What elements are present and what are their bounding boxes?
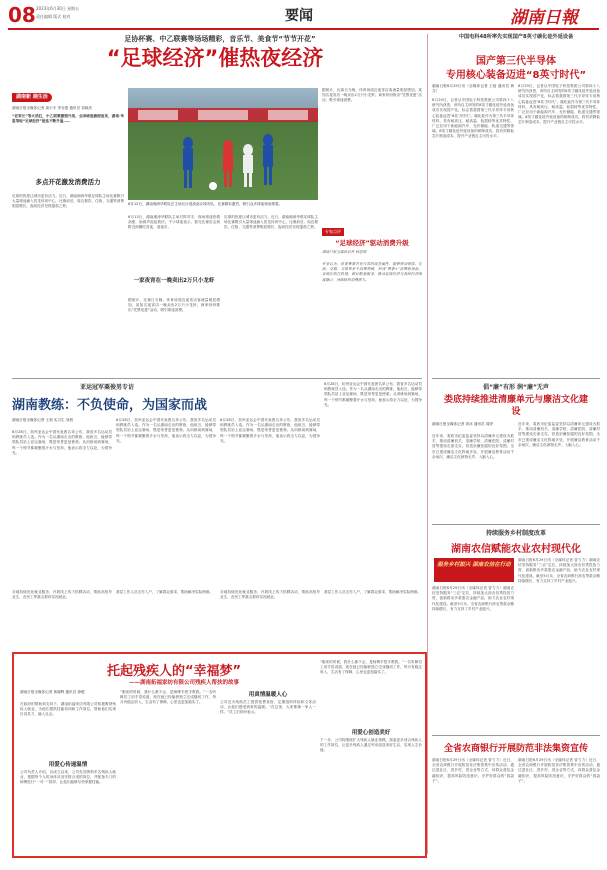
sidebar-box (322, 88, 422, 373)
rule-integrity (432, 378, 600, 379)
football-kicker: 足协杯赛、中乙联赛等场场精彩，音乐节、美食节“节节开花” (124, 35, 316, 43)
integrity-body-1: 近年来，娄底市纪委监委坚持以清廉单元建设为抓手，推动清廉机关、清廉学校、清廉医院、清廉村居等建设走深走实，营造崇廉拒腐的良好氛围。全市已建成廉洁文化阵地多处，开展廉洁教育活动千余场次，廉洁文化润物无声、入脑入心。 (432, 434, 514, 459)
coach-kicker: 亚运冠军粟俊男专访 (79, 384, 134, 391)
feature-intro: 在政府的帮助和支持下，湖南拓福家纺有限公司积极吸纳残疾人就业，为他们提供技能培训和工作岗位，帮助他们实现自食其力、融入社会。 (20, 702, 116, 717)
coop-headline: 湖南农信赋能农业农村现代化 (451, 544, 581, 555)
feature-col-4a: “刚来的时候，我什么都不会，是师傅手把手教我。”一名听障员工用手语说道，现在她已经能够独立完成缝纫工作，每月有稳定收入，生活有了保障，心里也更加踏实了。 (320, 660, 422, 675)
feature-col-4b: 下一步，公司将继续扩大残疾人就业规模，探索更多适合残疾人的工作岗位，让更多残疾人通过劳动创造美好生活，实现人生价值。 (320, 738, 422, 753)
feature-byline: 湖南日报全媒体记者 黄晓辉 通讯员 徐德 (20, 690, 85, 694)
chips-kicker: 中国电科48所率先实现国产8英寸碳化硅外延设备 (458, 34, 574, 40)
section-title: 要闻 (285, 8, 313, 24)
sidebar-byline: 湖南日报全媒体记者 杨思琪 (322, 250, 367, 254)
football-body-2: 6月13日，湖南湘涛华联队主场对阵对手，现场球迷热情高涨，助威声此起彼伏。不少球迷表示，看完比赛后会到附近商圈吃宵夜、逛夜市。 (128, 215, 220, 230)
football-section-tag: 湖南新 湘生活 (12, 93, 52, 102)
coach-headline: 湖南教练：不负使命，为国家而战 (12, 398, 208, 413)
bank-body-2: 湖南日报6月29日讯（全媒体记者 曾力力）近日，全省农商银行开展防范非法集资集中宣传活动，通过进社区、进乡村、进企业等方式，向群众普及金融知识，提高风险防范意识，守护好群众的“钱袋子”。 (518, 758, 600, 783)
feature-col-2: “刚来的时候，我什么都不会，是师傅手把手教我。”一名听障员工用手语说道，现在她已经能够独立完成缝纫工作，每月有稳定收入，生活有了保障，心里也更加踏实了。 (120, 690, 216, 705)
feature-col-1: 公司负责人介绍，自成立以来，公司先后吸纳多名残疾人就业，根据每个人的身体状况安排合适的岗位，并配备专门的师傅进行“一对一”指导，让他们能够尽快掌握技能。 (20, 770, 116, 785)
editor-line: 责任编辑 版式 校对 (36, 14, 71, 19)
sidebar-tag: 专家点评 (322, 228, 344, 236)
football-body-1: 足球的热度让城市更有活力。近日，湖南湘涛华联足球队主场比赛吸引大量球迷涌入贺龙体育中心，比赛前后，周边餐饮、住宿、交通等消费明显增长，夜间经济呈现蓬勃之势。 (12, 194, 124, 209)
chips-body-2: 6月29日，记者从中国电子科技集团公司第四十八研究所获悉，该所自主研发的8英寸碳化硅外延设备成功实现国产化，标志着我国第三代半导体专用核心装备迈进“8英寸时代”。碳化硅作为第三代半导体材料，具有耐高压、耐高温、低损耗等优异特性，广泛应用于新能源汽车、光伏储能、轨道交通等领域。8英寸碳化硅外延设备的研制成功，将有效降低芯片制造成本，提升产业链自主可控水平。 (518, 84, 600, 125)
feature-subtitle: ——湖南拓福家纺有限公司残疾人帮扶的故事 (128, 680, 239, 686)
feature-subhead-2: 用真情温暖人心 (248, 692, 288, 698)
sidebar-intro: 据统计，比赛日当晚，体育场周边夜宵店客流量明显增加，某知名夜宵店一晚卖出2万只小龙虾。商家纷纷推出“凭票优惠”活动，吸引球迷消费。 (322, 88, 422, 103)
football-subhead-2: 一家夜宵在一晚卖出2万只小龙虾 (133, 278, 215, 284)
football-subhead-1: 多点开花激发消费活力 (35, 178, 101, 186)
rural-body-4: 基层工作人员走村入户，了解群众需求，帮助解决实际困难。 (324, 590, 422, 594)
sidebar-body: 专家认为，体育赛事具有天然的流量属性，能够带动餐饮、住宿、交通、文旅等多个消费领域，形成“赛事+”消费新场景。各地应抓住机遇，做好配套服务，推动足球经济与夜间经济深度融合，持续释放消费潜力。 (322, 262, 422, 282)
coach-body-3: 6月28日，杭州亚运会中国代表团名单公布，我省多名运动员和教练员入选。作为一名从湖南走出的教练，他坦言，能够带领队员站上亚运赛场，既是荣誉更是使命。从训练场到赛场，每一个细节都凝聚着汗水与坚持，他表示将全力以赴，为国争光。 (220, 418, 320, 443)
sidebar-title: “足球经济”驱动消费升级 (335, 239, 409, 247)
football-photo (128, 88, 318, 200)
rural-body-3: 各地持续优化就业服务，开展线上线下招聘活动，帮助高校毕业生、农民工等重点群体实现就业。 (220, 590, 320, 600)
football-byline: 湖南日报全媒体记者 周小丰 李友强 通讯员 邹晓庆 (12, 106, 93, 110)
coop-badge: 服务乡村振兴 湖南农信在行动 (434, 558, 514, 582)
rule-coop (432, 524, 600, 525)
integrity-body-2: 近年来，娄底市纪委监委坚持以清廉单元建设为抓手，推动清廉机关、清廉学校、清廉医院、清廉村居等建设走深走实，营造崇廉拒腐的良好氛围。全市已建成廉洁文化阵地多处，开展廉洁教育活动千余场次，廉洁文化润物无声、入脑入心。 (518, 422, 600, 447)
rule-coach (12, 378, 422, 379)
chips-byline: 湖南日报6月29日讯（全媒体记者 王晗 通讯员 黄芬） (432, 84, 514, 94)
integrity-kicker: 倡“廉”有形 润“廉”无声 (483, 384, 549, 391)
coach-body-2: 6月28日，杭州亚运会中国代表团名单公布，我省多名运动员和教练员入选。作为一名从湖南走出的教练，他坦言，能够带领队员站上亚运赛场，既是荣誉更是使命。从训练场到赛场，每一个细节都凝聚着汗水与坚持，他表示将全力以赴，为国争光。 (116, 418, 216, 443)
bank-headline: 全省农商银行开展防范非法集资宣传 (443, 744, 588, 754)
integrity-headline: 娄底持续推进清廉单元与廉洁文化建设 (443, 395, 588, 417)
feature-subhead-3: 用爱心创造美好 (351, 730, 391, 736)
rural-body-1: 各地持续优化就业服务，开展线上线下招聘活动，帮助高校毕业生、农民工等重点群体实现就业。 (12, 590, 112, 600)
coop-kicker: 持续服务乡村制度改革 (485, 530, 546, 537)
chips-headline-prefix: 国产第三代半导体 (476, 56, 556, 67)
feature-box (12, 652, 427, 858)
feature-subhead-1: 用爱心传递温情 (48, 762, 88, 768)
coop-body-1: 湖南日报6月29日讯（全媒体记者 曾力力）湖南农信坚持服务“三农”定位，持续加大涉农信贷投放力度，创新推出多款惠农金融产品，助力农业农村现代化建设。截至5月末，全省农商银行涉农贷款余额持续增长，有力支持了乡村产业振兴。 (432, 586, 514, 611)
chips-headline: 专用核心装备迈进“8英寸时代” (445, 70, 587, 81)
masthead-logo: 湖南日報 (510, 8, 578, 28)
header-rule (8, 28, 599, 30)
coach-body-1: 6月28日，杭州亚运会中国代表团名单公布，我省多名运动员和教练员入选。作为一名从湖南走出的教练，他坦言，能够带领队员站上亚运赛场，既是荣誉更是使命。从训练场到赛场，每一个细节都凝聚着汗水与坚持，他表示将全力以赴，为国争光。 (12, 430, 112, 455)
football-body-3: 据统计，比赛日当晚，体育场周边夜宵店客流量明显增加，某知名夜宵店一晚卖出2万只小龙虾。商家纷纷推出“凭票优惠”活动，吸引球迷消费。 (128, 298, 220, 313)
chips-body-1: 6月29日，记者从中国电子科技集团公司第四十八研究所获悉，该所自主研发的8英寸碳化硅外延设备成功实现国产化，标志着我国第三代半导体专用核心装备迈进“8英寸时代”。碳化硅作为第三代半导体材料，具有耐高压、耐高温、低损耗等优异特性，广泛应用于新能源汽车、光伏储能、轨道交通等领域。8英寸碳化硅外延设备的研制成功，将有效降低芯片制造成本，提升产业链自主可控水平。 (432, 98, 514, 139)
football-headline: “足球经济”催热夜经济 (106, 46, 324, 70)
feature-headline: 托起残疾人的“幸福梦” (106, 664, 242, 679)
rural-body-2: 基层工作人员走村入户，了解群众需求，帮助解决实际困难。 (116, 590, 214, 594)
page-number: 08 (8, 3, 36, 27)
coach-body-4: 6月28日，杭州亚运会中国代表团名单公布，我省多名运动员和教练员入选。作为一名从湖南走出的教练，他坦言，能够带领队员站上亚运赛场，既是荣誉更是使命。从训练场到赛场，每一个细节都凝聚着汗水与坚持，他表示将全力以赴，为国争光。 (324, 382, 422, 407)
coop-body-2: 湖南日报6月29日讯（全媒体记者 曾力力）湖南农信坚持服务“三农”定位，持续加大涉农信贷投放力度，创新推出多款惠农金融产品，助力农业农村现代化建设。截至5月末，全省农商银行涉农贷款余额持续增长，有力支持了乡村产业振兴。 (518, 558, 600, 583)
integrity-byline: 湖南日报全媒体记者 刘冰 通讯员 周婷 (432, 422, 493, 426)
date-line: 2023年6月30日 星期五 (36, 6, 80, 11)
page-header (0, 0, 607, 28)
bank-body-1: 湖南日报6月29日讯（全媒体记者 曾力力）近日，全省农商银行开展防范非法集资集中宣传活动，通过进社区、进乡村、进企业等方式，向群众普及金融知识，提高风险防范意识，守护好群众的“钱袋子”。 (432, 758, 514, 783)
football-lead: “老家长”等火热红，中乙联赛激情开战，全国球迷蜂拥而来，湖南·华夏等地“足球经济”接连不断升温…… (12, 114, 124, 124)
football-body-4: 足球的热度让城市更有活力。近日，湖南湘涛华联足球队主场比赛吸引大量球迷涌入贺龙体育中心，比赛前后，周边餐饮、住宿、交通等消费明显增长，夜间经济呈现蓬勃之势。 (224, 215, 318, 230)
football-photo-caption: 6月12日，湖南湘涛华联队在主场长沙迎战南京城市队，比赛精彩激烈，吸引众多球迷现场观看。 (128, 202, 283, 206)
coach-byline: 湖南日报全媒体记者 王莉 实习生 刘晨 (12, 418, 73, 422)
rule-bank (432, 735, 600, 736)
column-divider (427, 34, 428, 854)
feature-col-3: 公司还为残疾员工提供免费食宿、定期组织体检和文体活动，让他们感受到家的温暖。“在这里，大家都像一家人一样。”员工们纷纷表示。 (220, 700, 316, 715)
